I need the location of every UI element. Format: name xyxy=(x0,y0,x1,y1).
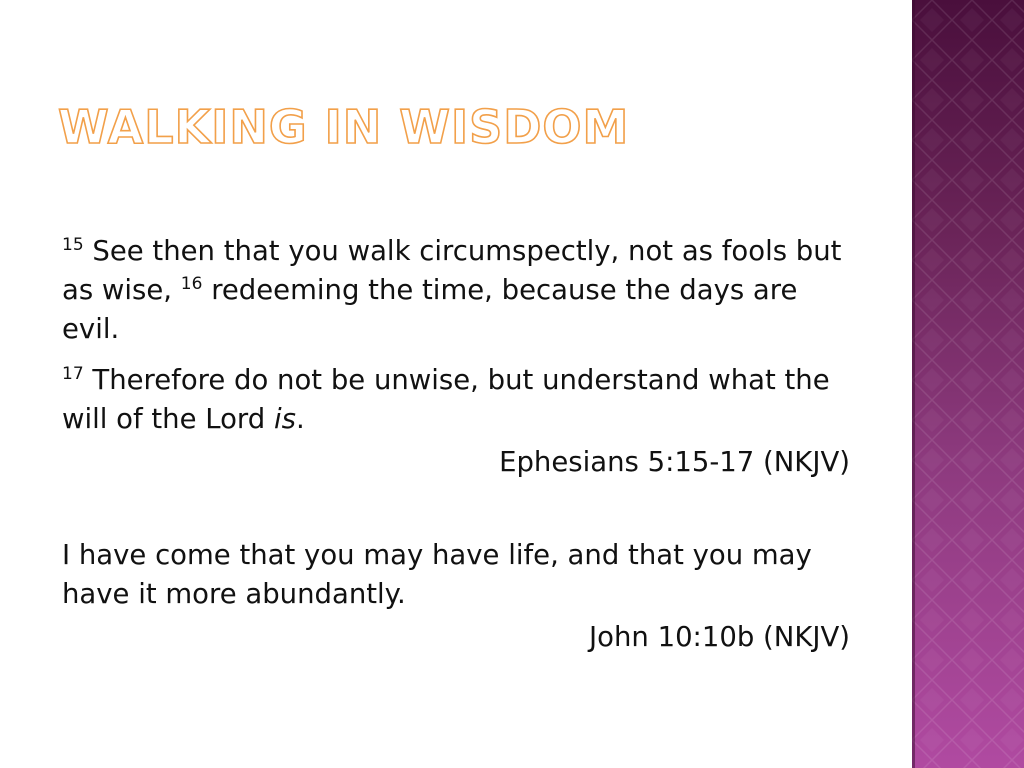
citation-ephesians: Ephesians 5:15-17 (NKJV) xyxy=(499,446,850,478)
verse-number-15: 15 xyxy=(62,234,84,255)
decorative-side-band xyxy=(912,0,1024,768)
quote-john: I have come that you may have life, and that you may have it more abundantly. xyxy=(62,539,812,610)
citation-john: John 10:10b (NKJV) xyxy=(589,621,850,653)
spacer xyxy=(62,482,862,536)
verse-17-italic-word: is xyxy=(273,403,296,435)
verse-number-17: 17 xyxy=(62,363,84,384)
verse-17-text: Therefore do not be unwise, but understand what the will of the Lord xyxy=(62,364,830,435)
verse-17-end: . xyxy=(295,403,305,435)
verse-paragraph-17 xyxy=(62,361,862,439)
side-band-edge xyxy=(912,0,915,768)
diamond-pattern xyxy=(912,0,1024,768)
verse-paragraph-15-16 xyxy=(62,232,862,349)
slide-body xyxy=(62,232,862,657)
verse-number-16: 16 xyxy=(180,273,203,294)
slide-title: WALKING IN WISDOM xyxy=(58,100,630,154)
verse-15-text: See then that you walk circumspectly, not as fools but as wise, xyxy=(62,235,842,306)
verse-16-text: redeeming the time, because the days are evil. xyxy=(62,274,798,345)
